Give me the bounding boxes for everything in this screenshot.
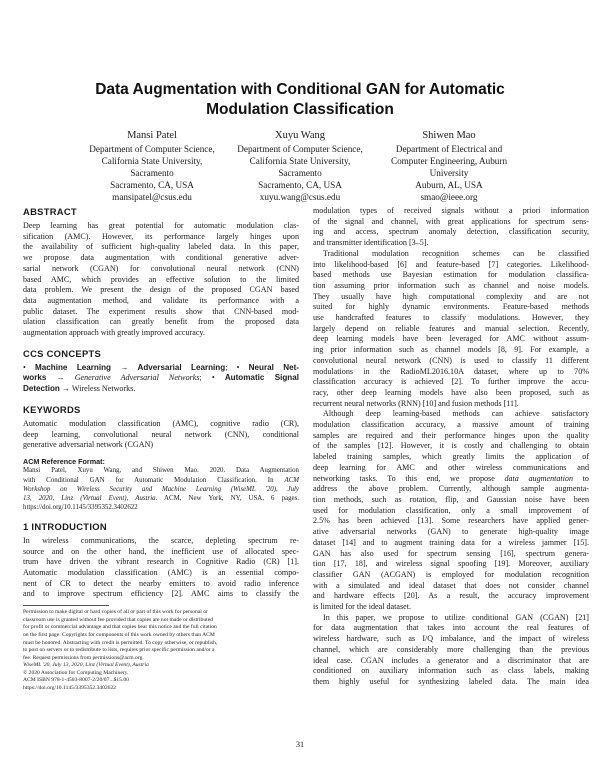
acm-reference-line: 13, 2020, Linz (Virtual Event), Austria. ACM, New York, NY, USA, 6 pages. bbox=[23, 494, 299, 502]
body-line: based methods use Bayesian estimation for modulation classifica- bbox=[313, 270, 589, 280]
footnote-line: Permission to make digital or hard copies of all or part of this work for personal or bbox=[23, 609, 208, 616]
ccs-line: • Machine Learning → Adversarial Learning; • Neural Net- bbox=[23, 362, 299, 372]
body-line: of the signal and channel, with great applications for spectrum sens- bbox=[313, 216, 589, 226]
footnote-line: for profit or commercial advantage and that copies bear this notice and the full citation bbox=[23, 624, 217, 631]
body-line: GAN has also used for spectrum sensing [16], spectrum genera- bbox=[313, 548, 589, 558]
body-line: with a simulated and ideal dataset that does not consider channel bbox=[313, 580, 589, 590]
body-line: classification accuracy is achieved [2]. To further improve the accu- bbox=[313, 377, 589, 387]
body-line: them highly useful for synthesizing labeled data. The main idea bbox=[313, 676, 589, 686]
body-line: into likelihood-based [6] and feature-based [7] categories. Likelihood- bbox=[313, 259, 589, 269]
footnote-doi[interactable]: https://doi.org/10.1145/3395352.3402622 bbox=[23, 685, 117, 692]
author-name: Shiwen Mao bbox=[422, 130, 476, 141]
acm-reference-doi[interactable]: https://doi.org/10.1145/3395352.3402622 bbox=[23, 503, 138, 511]
body-line: use handcrafted features to classify modulations. However, they bbox=[313, 313, 589, 323]
author-affiliation: Sacramento bbox=[278, 168, 322, 178]
intro-paragraph-3 bbox=[313, 409, 589, 612]
abstract-line: Deep learning has great potential for automatic modulation clas- bbox=[23, 221, 299, 230]
body-line: classifier GAN (ACGAN) is employed for modulation recognition bbox=[313, 569, 589, 579]
author-name: Mansi Patel bbox=[127, 130, 177, 141]
body-line: samples are required and their performance hinges upon the quality bbox=[313, 430, 589, 440]
keywords-line: generative adversarial network (CGAN) bbox=[23, 440, 154, 450]
intro-paragraph-4 bbox=[313, 613, 589, 688]
keywords-heading: KEYWORDS bbox=[23, 403, 81, 415]
body-line: used for modulation classification, only a small improvement of bbox=[313, 505, 589, 515]
paper-title bbox=[40, 80, 560, 120]
author-email: smao@ieee.org bbox=[420, 192, 478, 202]
footnote-line: to post on servers or to redistribute to lists, requires prior specific permission and/or a bbox=[23, 647, 215, 654]
author-affiliation: Department of Computer Science, bbox=[237, 144, 363, 154]
title-line-1: Data Augmentation with Conditional GAN for Automatic bbox=[95, 81, 505, 98]
body-line: conditioned on auxiliary information such as class labels, making bbox=[313, 666, 589, 676]
author-affiliation: Department of Electrical and bbox=[395, 144, 503, 154]
body-line: 2.5% has been achieved [13]. Some researchers have applied gener- bbox=[313, 516, 589, 526]
body-line: tion [17, 18], and wireless signal spoofing [19]. Moreover, auxiliary bbox=[313, 559, 589, 569]
abstract-line: sification (AMC). However, its performance largely hinges upon bbox=[23, 231, 299, 241]
abstract-line: the availability of sufficient high-quality labeled data. In this paper, bbox=[23, 242, 299, 252]
body-line: convolutional neural network (CNN) is used to classify 11 different bbox=[313, 355, 589, 365]
author-email: mansipatel@csus.edu bbox=[112, 192, 192, 202]
footnote-line: fee. Request permissions from permissions@acm.org. bbox=[23, 654, 144, 661]
intro-line: source and on the other hand, the inefficient use of allocated spec- bbox=[23, 546, 299, 556]
footnote-rule bbox=[23, 605, 109, 606]
author-location: Sacramento, CA, USA bbox=[110, 180, 194, 190]
footnote-line: classroom use is granted without fee provided that copies are not made or distributed bbox=[23, 616, 213, 623]
body-line: modulations in the RadioML2016.10A dataset, where up to 70% bbox=[313, 366, 589, 376]
body-line: ing prior information such as channel models [8, 9]. For example, a bbox=[313, 345, 589, 355]
body-line: and hardware effects [20]. As a result, the accuracy improvement bbox=[313, 591, 589, 601]
abstract-line: sarial network (CGAN) for convolutional neural network (CNN) bbox=[23, 263, 299, 273]
intro-paragraph-2 bbox=[313, 249, 589, 410]
body-line: largely depend on reliable features and manual selection. Recently, bbox=[313, 323, 589, 333]
body-line: modulation types of received signals without a priori information bbox=[313, 206, 589, 215]
author-name: Xuyu Wang bbox=[275, 130, 325, 141]
author-location: Sacramento, CA, USA bbox=[258, 180, 342, 190]
body-line: dataset [14] and to augment training data for a wireless jammer [15]. bbox=[313, 537, 589, 547]
author-affiliation: Sacramento bbox=[130, 168, 174, 178]
body-line: is limited for the ideal dataset. bbox=[313, 602, 411, 612]
body-line: They usually have high computational complexity and are not bbox=[313, 291, 589, 301]
body-line: tion methods, such as rotation, flip, and Gaussian noise have been bbox=[313, 494, 589, 504]
footnote-copyright: © 2020 Association for Computing Machinery. bbox=[23, 669, 129, 676]
intro-line: In wireless communications, the scarce, depleting spectrum re- bbox=[23, 535, 299, 545]
abstract-line: we propose data augmentation with conditional generative adver- bbox=[23, 253, 299, 263]
footnote-line: must be honored. Abstracting with credit is permitted. To copy otherwise, or republish, bbox=[23, 639, 218, 646]
acm-reference-line: with Conditional GAN for Automatic Modulation Classification. In ACM bbox=[23, 476, 299, 484]
keywords-line: deep learning, convolutional neural network (CNN), conditional bbox=[23, 429, 299, 439]
intro-paragraph-1 bbox=[313, 206, 589, 249]
body-line: of the samples [12]. However, it is costly and challenging to obtain bbox=[313, 441, 589, 451]
intro-line: Automatic modulation classification (AMC) is an essential compo- bbox=[23, 568, 299, 578]
body-line: modulation classification accuracy, a massive amount of training bbox=[313, 420, 589, 430]
ccs-line: works → Generative Adversarial Networks; • Automatic Signal bbox=[23, 373, 299, 383]
body-line: recurrent neural networks (RNN) [10] and fusion methods [11]. bbox=[313, 398, 519, 408]
abstract-line: ulation classification can greatly benefit from the proposed data bbox=[23, 317, 299, 327]
ccs-heading: CCS CONCEPTS bbox=[23, 347, 102, 359]
intro-line: nent of CR to detect the nearby emitters to avoid radio inference bbox=[23, 578, 299, 588]
body-line: wireless hardware, such as I/Q imbalance, and the impact of wireless bbox=[313, 634, 589, 644]
title-line-2: Modulation Classification bbox=[206, 101, 394, 118]
body-line: suited for highly dynamic environments. Feature-based methods bbox=[313, 302, 589, 312]
body-line: channel, which are considerably more challenging than the previous bbox=[313, 644, 589, 654]
body-line: address the above problem. Currently, although sample augmenta- bbox=[313, 484, 589, 494]
author-email: xuyu.wang@csus.edu bbox=[259, 192, 341, 202]
ccs-line: Detection → Wireless Networks. bbox=[23, 384, 136, 394]
abstract-line: public dataset. The experiment results show that CNN-based mod- bbox=[23, 306, 299, 316]
author-affiliation: California State University, bbox=[101, 156, 203, 166]
body-line: In this paper, we propose to utilize conditional GAN (CGAN) [21] bbox=[323, 612, 589, 622]
abstract-heading: ABSTRACT bbox=[23, 206, 77, 217]
right-column bbox=[313, 206, 589, 688]
left-column bbox=[23, 206, 299, 693]
footnote-venue: WiseML '20, July 13, 2020, Linz (Virtual Event), Austria bbox=[23, 662, 149, 669]
body-line: deep learning models have been leveraged for AMC without assum- bbox=[313, 334, 589, 344]
footnote-line: on the first page. Copyrights for components of this work owned by others than ACM bbox=[23, 631, 215, 638]
author-affiliation: Computer Engineering, Auburn bbox=[390, 156, 508, 166]
author-affiliation: University bbox=[429, 168, 469, 178]
body-line: and transmitter identification [3–5]. bbox=[313, 238, 429, 248]
author-affiliation: Department of Computer Science, bbox=[89, 144, 215, 154]
keywords-line: Automatic modulation classification (AMC), cognitive radio (CR), bbox=[23, 418, 299, 428]
body-line: Although deep learning-based methods can achieve satisfactory bbox=[323, 409, 589, 419]
body-line: ative adversarial networks (GAN) to generate high-quality image bbox=[313, 527, 589, 537]
acm-reference-line: Mansi Patel, Xuyu Wang, and Shiwen Mao. 2020. Data Augmentation bbox=[23, 467, 299, 475]
body-line: for data augmentation that takes into account the real features of bbox=[313, 623, 589, 633]
body-line: ideal case. CGAN includes a generator and a discriminator that are bbox=[313, 655, 589, 665]
author-affiliation: California State University, bbox=[249, 156, 351, 166]
footnote-isbn: ACM ISBN 978-1-4503-8007-2/20/07...$15.00 bbox=[23, 677, 129, 684]
page-number: 31 bbox=[295, 740, 305, 749]
author-3 bbox=[359, 129, 539, 203]
introduction-heading: 1 INTRODUCTION bbox=[23, 520, 107, 532]
author-location: Auburn, AL, USA bbox=[415, 180, 483, 190]
acm-reference-heading: ACM Reference Format: bbox=[23, 456, 105, 466]
body-line: networking tasks. To this end, we propose data augmentation to bbox=[313, 473, 589, 483]
abstract-line: data augmentation method, and validate its performance with a bbox=[23, 295, 299, 305]
abstract-line: based AMC, which provides an effective solution to the limited bbox=[23, 274, 299, 284]
body-line: Traditional modulation recognition schemes can be classified bbox=[323, 248, 589, 258]
body-line: racy, other deep learning models have also been proposed, such as bbox=[313, 387, 589, 397]
intro-line: trum have driven the vibrant research in Cognitive Radio (CR) [1]. bbox=[23, 557, 299, 567]
permission-footnote bbox=[23, 609, 299, 693]
body-line: tion assuming prior information such as channel and noise models. bbox=[313, 280, 589, 290]
body-line: ing and access, spectrum anomaly detection, classification security, bbox=[313, 227, 589, 237]
body-line: labeled training samples, which greatly limits the application of bbox=[313, 452, 589, 462]
abstract-line: data problem. We present the design of the proposed CGAN based bbox=[23, 285, 299, 295]
body-line: deep learning for AMC and other wireless communications and bbox=[313, 462, 589, 472]
acm-reference-line: Workshop on Wireless Security and Machine Learning (WiseML '20), July bbox=[23, 485, 299, 493]
intro-line: and to improve spectrum efficiency [2]. AMC aims to classify the bbox=[23, 589, 299, 599]
abstract-body bbox=[23, 221, 299, 339]
abstract-line: augmentation approach with greatly improved accuracy. bbox=[23, 328, 205, 338]
